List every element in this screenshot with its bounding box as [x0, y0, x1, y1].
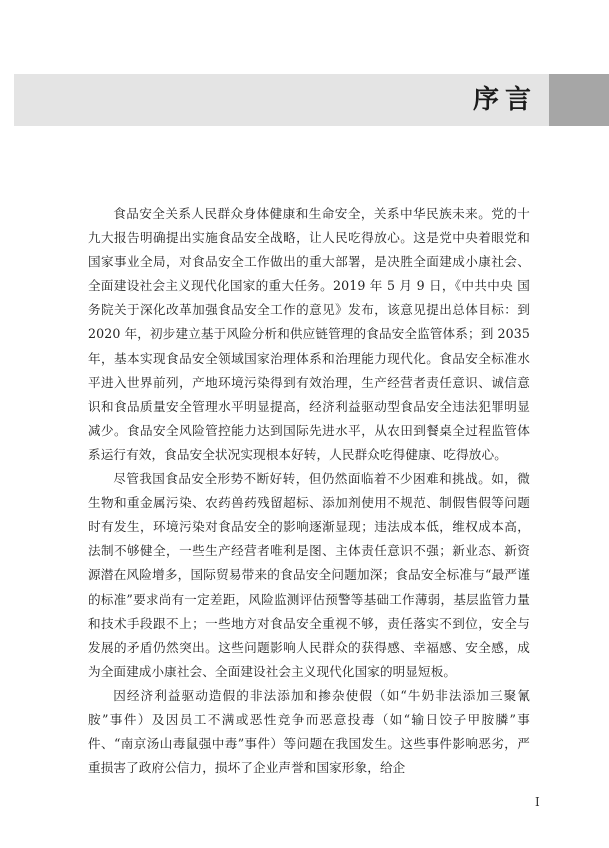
- chapter-header-band: [14, 74, 549, 126]
- paragraph-1: 食品安全关系人民群众身体健康和生命安全，关系中华民族未来。党的十九大报告明确提出实施食品安全战略，让人民吃得放心。这是党中央着眼党和国家事业全局，对食品安全工作做出的重大部署，是决胜全面建成小康社会、全面建设社会主义现代化国家的重大任务。2019 年 5 月 9 日，《中共中央 国务院关于深化改革加强食品安全工作的意见》发布，该意见提出总体目标：到 2020 年，初步建立基于风险分析和供应链管理的食品安全监管体系；到 2035 年，基本实现食品安全领域国家治理体系和治理能力现代化。食品安全标准水平进入世界前列，产地环境污染得到有效治理，生产经营者责任意识、诚信意识和食品质量安全管理水平明显提高，经济利益驱动型食品安全违法犯罪明显减少。食品安全风险管控能力达到国际先进水平，从农田到餐桌全过程监管体系运行有效，食品安全状况实现根本好转，人民群众吃得健康、吃得放心。: [88, 206, 530, 462]
- paragraph-3: 因经济利益驱动造假的非法添加和掺杂使假（如“牛奶非法添加三聚氰胺”事件）及因员工不满或恶性竞争而恶意投毒（如“输日饺子甲胺膦”事件、“南京汤山毒鼠强中毒”事件）等问题在我国发生。这些事件影响恶劣，严重损害了政府公信力，损坏了企业声誉和国家形象，给企: [88, 687, 530, 776]
- page-number: I: [535, 795, 540, 809]
- chapter-title: 序言: [472, 85, 537, 115]
- chapter-header-tab: [549, 74, 609, 126]
- paragraph-2: 尽管我国食品安全形势不断好转，但仍然面临着不少困难和挑战。如，微生物和重金属污染、农药兽药残留超标、添加剂使用不规范、制假售假等问题时有发生，环境污染对食品安全的影响逐渐显现；违法成本低，维权成本高，法制不够健全，一些生产经营者唯利是图、主体责任意识不强；新业态、新资源潜在风险增多，国际贸易带来的食品安全问题加深；食品安全标准与“最严谨的标准”要求尚有一定差距，风险监测评估预警等基础工作薄弱，基层监管力量和技术手段跟不上；一些地方对食品安全重视不够，责任落实不到位，安全与发展的矛盾仍然突出。这些问题影响人民群众的获得感、幸福感、安全感，成为全面建成小康社会、全面建设社会主义现代化国家的明显短板。: [88, 471, 530, 679]
- body-text: [88, 202, 530, 780]
